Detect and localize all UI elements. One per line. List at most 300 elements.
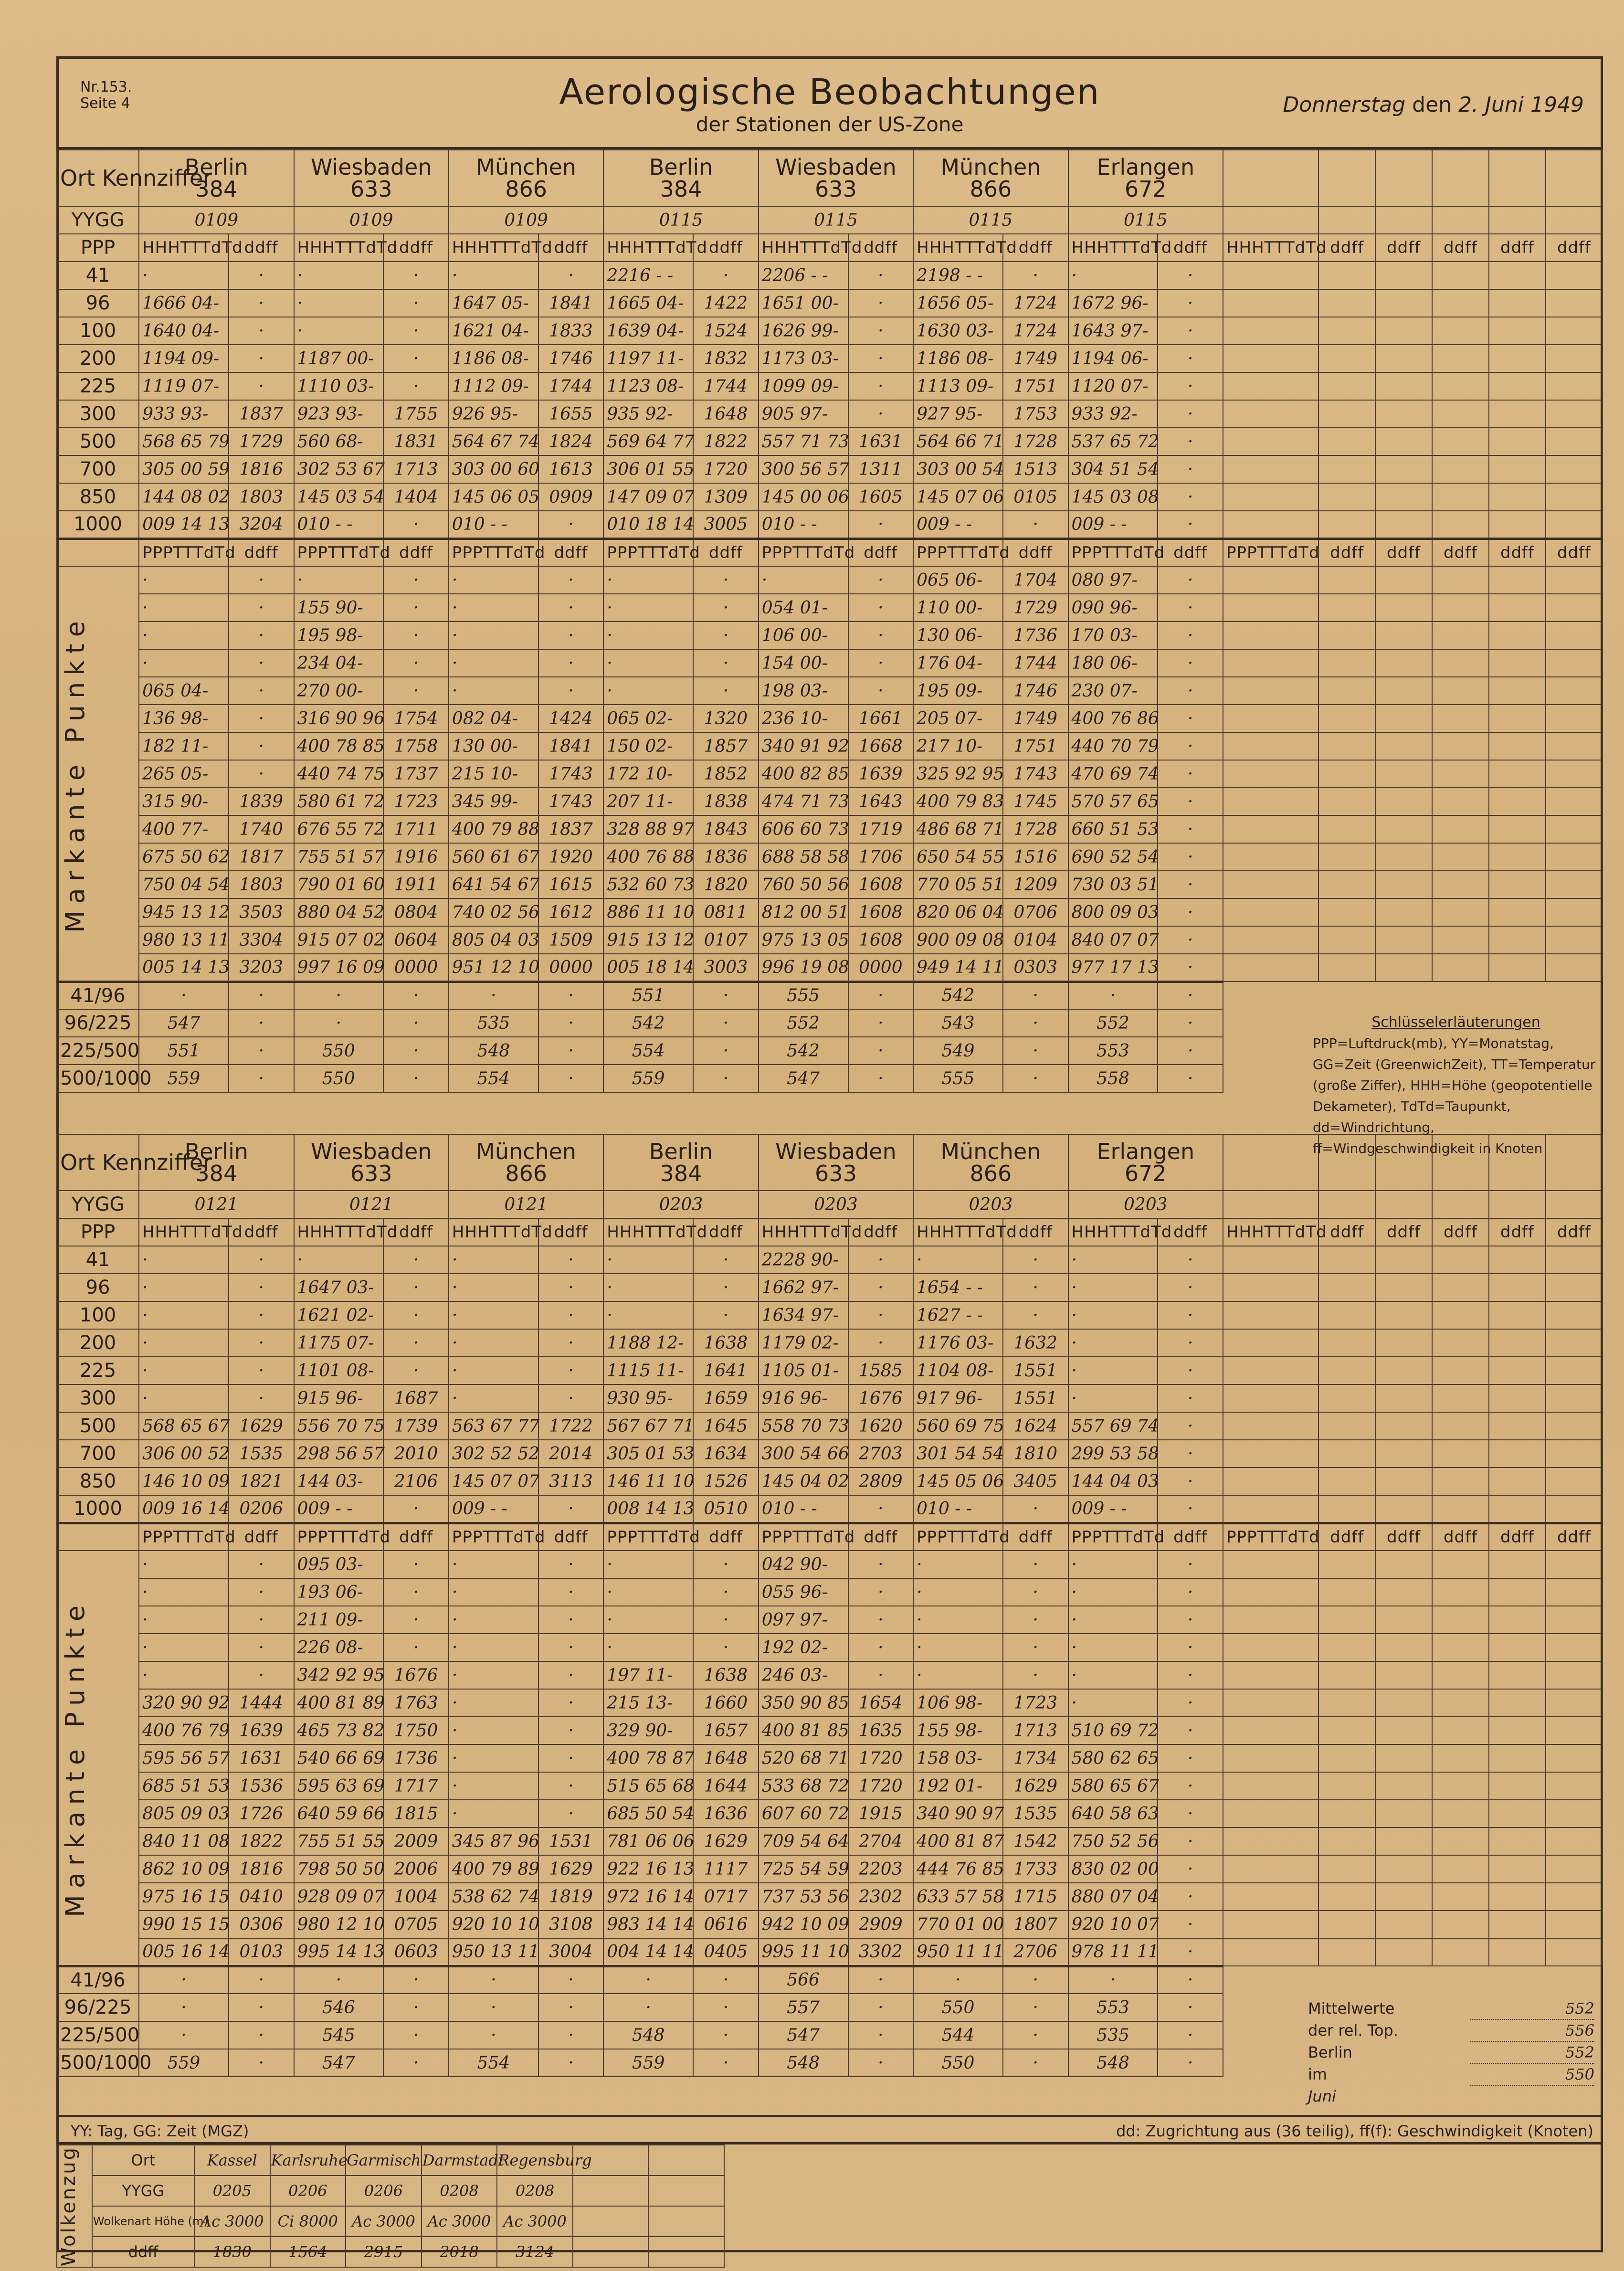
markant-value: 798 50 50: [294, 1855, 384, 1883]
station-time: 0203: [1068, 1191, 1223, 1218]
rel-topo-value: ·: [538, 2049, 604, 2077]
level-value: 2228 90-: [759, 1246, 848, 1274]
markant-value: ·: [538, 1772, 604, 1800]
level-value: 0105: [1003, 483, 1068, 511]
markant-value: 805 09 03: [139, 1800, 229, 1827]
level-value: 933 93-: [139, 400, 229, 428]
level-value: 1311: [848, 455, 914, 483]
markant-value: 983 14 14: [603, 1911, 693, 1938]
markant-value: 1615: [538, 871, 604, 898]
empty-cell: [1546, 1800, 1603, 1827]
level-value: ·: [383, 1301, 449, 1329]
yygg-label: YYGG: [57, 1191, 139, 1218]
rel-topo-value: 554: [603, 1037, 693, 1065]
markant-value: 880 07 04: [1068, 1883, 1158, 1911]
markant-value: 570 57 65: [1068, 788, 1158, 815]
markant-value: 0405: [693, 1938, 759, 1966]
level-value: ·: [229, 262, 294, 289]
level-value: 306 00 52: [139, 1440, 229, 1468]
markant-value: 1444: [229, 1689, 294, 1717]
level-value: 1655: [538, 400, 604, 428]
markant-value: 1754: [383, 705, 449, 732]
level-value: 1187 00-: [294, 345, 384, 372]
markant-value: ·: [1158, 1911, 1223, 1938]
markant-value: 980 13 11: [139, 926, 229, 954]
markant-value: 2009: [383, 1827, 449, 1855]
markant-value: 215 10-: [449, 760, 538, 788]
empty-cell: [1375, 1384, 1432, 1412]
rel-topo-value: 552: [759, 1009, 848, 1037]
empty-cell: [1375, 760, 1432, 788]
markant-value: 1717: [383, 1772, 449, 1800]
col-header: PPPTTTdTd: [294, 539, 384, 566]
empty-cell: [1546, 954, 1603, 982]
station-name: München: [476, 154, 577, 180]
empty-cell: [1489, 345, 1546, 372]
empty-cell: [1375, 1883, 1432, 1911]
markant-value: 400 81 89: [294, 1689, 384, 1717]
markant-value: 180 06-: [1068, 649, 1158, 677]
wolkenzug-title-cell: [57, 2145, 92, 2267]
markant-value: ·: [1003, 1551, 1068, 1578]
empty-cell: [1489, 954, 1546, 982]
rel-topo-value: ·: [383, 1009, 449, 1037]
col-header: ddff: [229, 1523, 294, 1551]
empty-cell: [1432, 150, 1489, 206]
col-header: ddff: [1489, 1523, 1546, 1551]
col-header: ddff: [693, 1523, 759, 1551]
empty-cell: [1546, 1329, 1603, 1357]
rel-topo-value: ·: [1003, 1065, 1068, 1092]
rel-topo-value: ·: [139, 982, 229, 1009]
markant-value: 1004: [383, 1883, 449, 1911]
rel-topo-value: 559: [603, 2049, 693, 2077]
col-header: PPPTTTdTd: [1223, 1523, 1318, 1551]
markant-value: 862 10 09: [139, 1855, 229, 1883]
markant-value: ·: [1158, 1744, 1223, 1772]
markant-value: 755 51 57: [294, 843, 384, 871]
level-value: 1639 04-: [603, 317, 693, 345]
markant-value: 1711: [383, 815, 449, 843]
markant-value: ·: [229, 1606, 294, 1634]
level-value: 1724: [1003, 289, 1068, 317]
markant-value: 328 88 97: [603, 815, 693, 843]
level-value: ·: [449, 1301, 538, 1329]
markant-value: 400 76 79: [139, 1717, 229, 1744]
level-value: 563 67 77: [449, 1412, 538, 1440]
markant-value: 977 17 13: [1068, 954, 1158, 982]
empty-cell: [1375, 1329, 1432, 1357]
rel-topo-value: ·: [229, 1037, 294, 1065]
level-value: 145 04 02: [759, 1468, 848, 1495]
empty-cell: [1489, 1634, 1546, 1661]
level-value: ·: [383, 1329, 449, 1357]
markant-value: 400 78 85: [294, 732, 384, 760]
markant-value: 1749: [1003, 705, 1068, 732]
markant-value: 158 03-: [913, 1744, 1003, 1772]
empty-cell: [1375, 1412, 1432, 1440]
pressure-level: 100: [57, 317, 139, 345]
markant-value: 400 82 85: [759, 760, 848, 788]
markant-value: 2909: [848, 1911, 914, 1938]
col-header: ddff: [1375, 1523, 1432, 1551]
level-value: 1833: [538, 317, 604, 345]
empty-cell: [1223, 262, 1318, 289]
col-header: ddff: [1003, 234, 1068, 262]
markant-value: 640 59 66: [294, 1800, 384, 1827]
markant-value: 685 50 54: [603, 1800, 693, 1827]
col-header: ddff: [1546, 1218, 1603, 1246]
markant-value: 154 00-: [759, 649, 848, 677]
markant-value: 915 13 12: [603, 926, 693, 954]
empty-cell: [1223, 1911, 1318, 1938]
markant-value: ·: [693, 566, 759, 594]
markant-value: 812 00 51: [759, 898, 848, 926]
markant-value: 316 90 96: [294, 705, 384, 732]
yy-legend: YY: Tag, GG: Zeit (MGZ): [71, 2122, 249, 2140]
markant-value: 042 90-: [759, 1551, 848, 1578]
level-value: 1659: [693, 1384, 759, 1412]
col-header: ddff: [383, 539, 449, 566]
markant-value: 1608: [848, 898, 914, 926]
empty-cell: [1432, 1883, 1489, 1911]
empty-cell: [1318, 1412, 1375, 1440]
empty-cell: [1432, 1578, 1489, 1606]
markant-value: ·: [449, 566, 538, 594]
empty-cell: [1489, 1661, 1546, 1689]
empty-cell: [1489, 1883, 1546, 1911]
section2-table: [56, 1134, 1603, 2077]
rel-topo-value: ·: [848, 1966, 914, 1994]
markant-value: 532 60 73: [603, 871, 693, 898]
rel-topo-value: ·: [449, 1994, 538, 2021]
level-value: ·: [229, 289, 294, 317]
markant-value: 640 58 63: [1068, 1800, 1158, 1827]
rel-topo-value: ·: [693, 982, 759, 1009]
markant-value: ·: [229, 1578, 294, 1606]
markant-value: ·: [848, 594, 914, 622]
markant-value: 1740: [229, 815, 294, 843]
markant-value: 1320: [693, 705, 759, 732]
markant-value: ·: [603, 1578, 693, 1606]
empty-cell: [1318, 677, 1375, 705]
level-value: 1640 04-: [139, 317, 229, 345]
pressure-level: 225: [57, 372, 139, 400]
markant-value: 097 97-: [759, 1606, 848, 1634]
empty-cell: [1546, 926, 1603, 954]
markant-value: 065 06-: [913, 566, 1003, 594]
empty-cell: [1546, 455, 1603, 483]
level-value: ·: [1068, 1274, 1158, 1301]
level-value: 1404: [383, 483, 449, 511]
empty-cell: [1318, 1800, 1375, 1827]
pressure-level: 1000: [57, 1495, 139, 1523]
markant-value: ·: [759, 566, 848, 594]
rel-topo-label: 500/1000: [57, 1065, 139, 1092]
station-code: 672: [1124, 1161, 1167, 1186]
wolkenzug-table: [56, 2144, 725, 2268]
station-name: München: [940, 154, 1041, 180]
markant-value: 922 16 13: [603, 1855, 693, 1883]
empty-cell: [1489, 150, 1546, 206]
markant-value: 400 79 83: [913, 788, 1003, 815]
level-value: 010 - -: [449, 511, 538, 539]
empty-cell: [1489, 483, 1546, 511]
markant-value: ·: [1068, 1551, 1158, 1578]
empty-cell: [1223, 1800, 1318, 1827]
col-header: PPPTTTdTd: [603, 539, 693, 566]
col-header: HHHTTTdTd: [913, 1218, 1003, 1246]
markant-value: ·: [1158, 926, 1223, 954]
empty-cell: [1223, 871, 1318, 898]
markant-value: 082 04-: [449, 705, 538, 732]
rel-topo-value: 559: [139, 2049, 229, 2077]
empty-cell: [1223, 815, 1318, 843]
level-value: 145 05 06: [913, 1468, 1003, 1495]
empty-cell: [1318, 1883, 1375, 1911]
empty-cell: [1432, 400, 1489, 428]
empty-cell: [1432, 1551, 1489, 1578]
col-header: ddff: [383, 234, 449, 262]
markant-value: 265 05-: [139, 760, 229, 788]
markant-value: 830 02 00: [1068, 1855, 1158, 1883]
level-value: 300 56 57: [759, 455, 848, 483]
markant-value: ·: [449, 1772, 538, 1800]
level-value: ·: [693, 1246, 759, 1274]
level-value: 933 92-: [1068, 400, 1158, 428]
level-value: 1123 08-: [603, 372, 693, 400]
empty-cell: [1432, 871, 1489, 898]
rel-topo-value: ·: [693, 1994, 759, 2021]
empty-cell: [1432, 428, 1489, 455]
markant-value: ·: [229, 1661, 294, 1689]
station-time: 0115: [759, 206, 913, 234]
markante-label: [57, 566, 139, 982]
markant-value: 1729: [1003, 594, 1068, 622]
col-header: ddff: [1432, 1218, 1489, 1246]
empty-cell: [1432, 1827, 1489, 1855]
empty-cell: [1546, 345, 1603, 372]
level-value: 935 92-: [603, 400, 693, 428]
markant-value: ·: [383, 677, 449, 705]
level-value: ·: [538, 1495, 604, 1523]
markant-value: 1719: [848, 815, 914, 843]
pressure-level: 700: [57, 455, 139, 483]
empty-cell: [1489, 1301, 1546, 1329]
col-header: ddff: [538, 539, 604, 566]
level-value: 1526: [693, 1468, 759, 1495]
markant-value: 0604: [383, 926, 449, 954]
markant-value: 106 00-: [759, 622, 848, 649]
level-value: ·: [1158, 1468, 1223, 1495]
markant-value: 580 65 67: [1068, 1772, 1158, 1800]
level-value: 1630 03-: [913, 317, 1003, 345]
level-value: ·: [139, 1384, 229, 1412]
level-value: 1824: [538, 428, 604, 455]
markant-value: ·: [1158, 1800, 1223, 1827]
empty-cell: [1375, 1440, 1432, 1468]
empty-cell: [1318, 1855, 1375, 1883]
empty-cell: [1318, 1911, 1375, 1938]
rel-topo-value: ·: [848, 1009, 914, 1037]
empty-cell: [1375, 1274, 1432, 1301]
markant-value: ·: [538, 594, 604, 622]
empty-cell: [1223, 1412, 1318, 1440]
level-value: ·: [383, 372, 449, 400]
level-value: 146 11 10: [603, 1468, 693, 1495]
empty-cell: [1223, 1301, 1318, 1329]
level-value: 927 95-: [913, 400, 1003, 428]
level-value: 300 54 66: [759, 1440, 848, 1468]
pressure-level: 200: [57, 1329, 139, 1357]
empty-cell: [1318, 594, 1375, 622]
markant-value: ·: [229, 566, 294, 594]
markant-value: 0303: [1003, 954, 1068, 982]
empty-cell: [1223, 1634, 1318, 1661]
ppp-label: PPP: [57, 234, 139, 262]
pressure-level: 200: [57, 345, 139, 372]
markant-value: 538 62 74: [449, 1883, 538, 1911]
empty-cell: [1318, 1744, 1375, 1772]
markant-value: ·: [449, 1744, 538, 1772]
markant-value: 0000: [383, 954, 449, 982]
rel-topo-value: ·: [383, 2049, 449, 2077]
markant-value: 1920: [538, 843, 604, 871]
station-time: 0121: [449, 1191, 603, 1218]
level-value: 1729: [229, 428, 294, 455]
empty-cell: [1489, 289, 1546, 317]
level-value: 0510: [693, 1495, 759, 1523]
rel-topo-value: ·: [693, 1966, 759, 1994]
col-header: HHHTTTdTd: [449, 1218, 538, 1246]
empty-cell: [1223, 760, 1318, 788]
empty-cell: [1546, 566, 1603, 594]
markant-value: 217 10-: [913, 732, 1003, 760]
rel-topo-value: ·: [1003, 982, 1068, 1009]
empty-cell: [1489, 1744, 1546, 1772]
markant-value: ·: [1003, 1661, 1068, 1689]
col-header: PPPTTTdTd: [294, 1523, 384, 1551]
level-value: ·: [1158, 1440, 1223, 1468]
markant-value: 750 04 54: [139, 871, 229, 898]
rel-topo-value: 566: [759, 1966, 848, 1994]
markant-value: ·: [383, 594, 449, 622]
markant-value: ·: [1158, 732, 1223, 760]
level-value: ·: [229, 345, 294, 372]
level-value: 2198 - -: [913, 262, 1003, 289]
pressure-level: 500: [57, 428, 139, 455]
level-value: 917 96-: [913, 1384, 1003, 1412]
empty-cell: [1489, 926, 1546, 954]
col-header: ddff: [538, 234, 604, 262]
empty-cell: [1432, 1911, 1489, 1938]
markant-value: 130 00-: [449, 732, 538, 760]
level-value: 1753: [1003, 400, 1068, 428]
markant-value: 236 10-: [759, 705, 848, 732]
empty-cell: [1318, 871, 1375, 898]
rel-topo-value: ·: [1158, 2021, 1223, 2049]
markant-value: 725 54 59: [759, 1855, 848, 1883]
empty-cell: [1223, 1772, 1318, 1800]
empty-cell: [1223, 566, 1318, 594]
level-value: ·: [848, 1274, 914, 1301]
markant-value: 192 02-: [759, 1634, 848, 1661]
rel-topo-value: 553: [1068, 1994, 1158, 2021]
pressure-level: 850: [57, 483, 139, 511]
level-value: 009 16 14: [139, 1495, 229, 1523]
level-value: 567 67 71: [603, 1412, 693, 1440]
empty-cell: [1546, 1634, 1603, 1661]
markant-value: 1661: [848, 705, 914, 732]
markant-value: 106 98-: [913, 1689, 1003, 1717]
station-time: 0115: [1068, 206, 1223, 234]
empty-cell: [1318, 760, 1375, 788]
markant-value: 1516: [1003, 843, 1068, 871]
markant-value: 1744: [1003, 649, 1068, 677]
markant-value: ·: [1003, 1578, 1068, 1606]
rel-topo-value: ·: [383, 982, 449, 1009]
markant-value: 980 12 10: [294, 1911, 384, 1938]
empty-cell: [1432, 455, 1489, 483]
pressure-level: 100: [57, 1301, 139, 1329]
level-value: ·: [1158, 483, 1223, 511]
markant-value: 1723: [1003, 1689, 1068, 1717]
empty-cell: [1432, 1246, 1489, 1274]
empty-cell: [1223, 622, 1318, 649]
empty-cell: [1375, 954, 1432, 982]
empty-cell: [1432, 1357, 1489, 1384]
markant-value: 942 10 09: [759, 1911, 848, 1938]
markant-value: 1720: [848, 1744, 914, 1772]
empty-cell: [1489, 1357, 1546, 1384]
markant-value: ·: [538, 677, 604, 705]
col-header: ddff: [848, 1523, 914, 1551]
empty-cell: [1223, 428, 1318, 455]
empty-cell: [1318, 1551, 1375, 1578]
markant-value: 246 03-: [759, 1661, 848, 1689]
level-value: ·: [848, 262, 914, 289]
level-value: 1115 11-: [603, 1357, 693, 1384]
level-value: 3113: [538, 1468, 604, 1495]
rel-topo-value: ·: [538, 1994, 604, 2021]
col-header: PPPTTTdTd: [449, 539, 538, 566]
level-value: ·: [229, 372, 294, 400]
markant-value: 345 99-: [449, 788, 538, 815]
col-header: ddff: [1003, 1523, 1068, 1551]
level-value: 1605: [848, 483, 914, 511]
rel-topo-value: ·: [538, 1966, 604, 1994]
station-code: 866: [970, 1161, 1012, 1186]
footer-legend: [56, 2115, 1603, 2144]
markant-value: 737 53 56: [759, 1883, 848, 1911]
level-value: ·: [1003, 511, 1068, 539]
markant-value: 1815: [383, 1800, 449, 1827]
level-value: 145 06 05: [449, 483, 538, 511]
page-number: Nr.153. Seite 4: [80, 79, 132, 112]
legend-text: PPP=Luftdruck(mb), YY=Monatstag, GG=Zeit (GreenwichZeit), TT=Temperatur (große Ziffer), HHH=Höhe (geopotentielle Dekameter), TdTd=Taupunkt, dd=Windrichtung, ff=Windgeschwindigkeit in Knoten: [1313, 1035, 1596, 1156]
empty-cell: [1375, 566, 1432, 594]
level-value: 304 51 54: [1068, 455, 1158, 483]
markant-value: 1817: [229, 843, 294, 871]
pressure-level: 850: [57, 1468, 139, 1495]
markant-value: ·: [603, 622, 693, 649]
markant-value: 975 13 05: [759, 926, 848, 954]
level-value: ·: [1003, 1246, 1068, 1274]
empty-cell: [1318, 926, 1375, 954]
level-value: 009 - -: [913, 511, 1003, 539]
markant-value: 770 01 00: [913, 1911, 1003, 1938]
level-value: 1665 04-: [603, 289, 693, 317]
